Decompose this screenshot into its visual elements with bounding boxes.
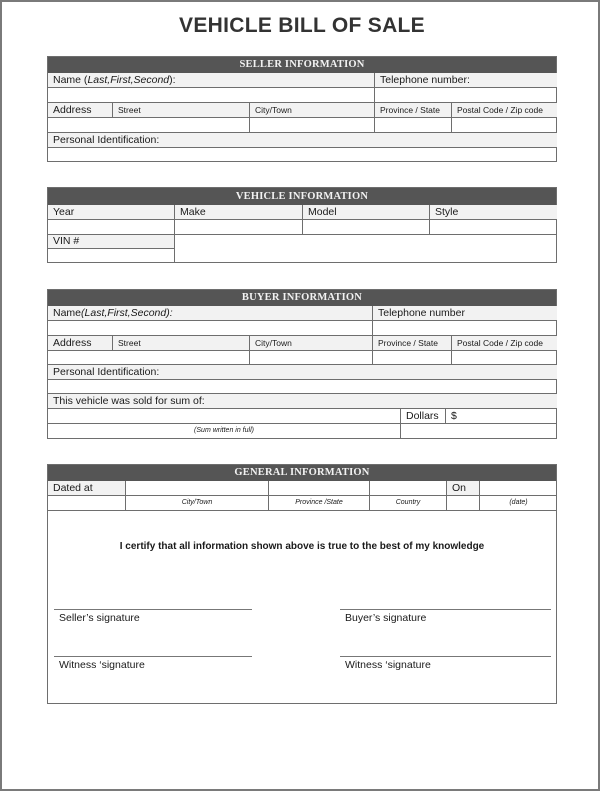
buyer-signature-line[interactable] bbox=[340, 609, 551, 610]
seller-name-label: Name (Last,First,Second): bbox=[48, 73, 375, 88]
general-on-sub-blank bbox=[447, 496, 480, 511]
vehicle-style-label: Style bbox=[430, 205, 557, 220]
certification-statement: I certify that all information shown above is true to the best of my knowledge bbox=[119, 541, 485, 552]
seller-province-field[interactable] bbox=[375, 118, 452, 133]
vehicle-year-label: Year bbox=[48, 205, 175, 220]
general-province-hint: Province /State bbox=[269, 496, 370, 511]
seller-province-label: Province / State bbox=[375, 103, 452, 118]
seller-postal-field[interactable] bbox=[452, 118, 557, 133]
witness2-signature-label: Witness ‘signature bbox=[345, 659, 431, 671]
general-header: GENERAL INFORMATION bbox=[48, 465, 556, 481]
buyer-section bbox=[47, 289, 557, 439]
general-date-field[interactable] bbox=[480, 481, 557, 496]
seller-header: SELLER INFORMATION bbox=[48, 57, 556, 73]
vehicle-make-label: Make bbox=[175, 205, 303, 220]
seller-name-field[interactable] bbox=[48, 88, 375, 103]
buyer-amount-blank bbox=[401, 424, 557, 439]
general-date-hint: (date) bbox=[480, 496, 557, 511]
vehicle-year-field[interactable] bbox=[48, 220, 175, 235]
buyer-name-field[interactable] bbox=[48, 321, 373, 336]
buyer-telephone-field[interactable] bbox=[373, 321, 557, 336]
page-title: VEHICLE BILL OF SALE bbox=[179, 14, 425, 37]
general-country-hint: Country bbox=[370, 496, 447, 511]
buyer-sum-written-field[interactable] bbox=[48, 409, 401, 424]
buyer-street-label: Street bbox=[113, 336, 250, 351]
witness1-signature-line[interactable] bbox=[54, 656, 252, 657]
buyer-street-field[interactable] bbox=[48, 351, 250, 365]
vehicle-make-field[interactable] bbox=[175, 220, 303, 235]
vehicle-style-field[interactable] bbox=[430, 220, 557, 235]
seller-personal-id-field[interactable] bbox=[48, 148, 557, 162]
buyer-sold-for-label: This vehicle was sold for sum of: bbox=[48, 394, 557, 409]
buyer-dollars-label: Dollars bbox=[401, 409, 446, 424]
seller-signature-line[interactable] bbox=[54, 609, 252, 610]
general-dated-sub-blank bbox=[48, 496, 126, 511]
buyer-header: BUYER INFORMATION bbox=[48, 290, 556, 306]
seller-section bbox=[47, 56, 557, 162]
buyer-postal-label: Postal Code / Zip code bbox=[452, 336, 557, 351]
vehicle-section bbox=[47, 187, 557, 263]
seller-signature-label: Seller’s signature bbox=[59, 612, 140, 624]
general-dated-at-label: Dated at bbox=[48, 481, 126, 496]
buyer-personal-id-field[interactable] bbox=[48, 380, 557, 394]
buyer-address-label: Address bbox=[48, 336, 113, 351]
buyer-amount-field[interactable] bbox=[446, 409, 557, 424]
buyer-city-label: City/Town bbox=[250, 336, 373, 351]
buyer-name-label: Name(Last,First,Second): bbox=[48, 306, 373, 321]
seller-street-field[interactable] bbox=[48, 118, 250, 133]
dollar-sign: $ bbox=[451, 410, 457, 422]
seller-city-field[interactable] bbox=[250, 118, 375, 133]
seller-city-label: City/Town bbox=[250, 103, 375, 118]
buyer-city-field[interactable] bbox=[250, 351, 373, 365]
buyer-signature-label: Buyer’s signature bbox=[345, 612, 427, 624]
buyer-postal-field[interactable] bbox=[452, 351, 557, 365]
vehicle-vin-label: VIN # bbox=[48, 235, 175, 249]
vehicle-blank-area bbox=[175, 235, 557, 263]
general-city-field[interactable] bbox=[126, 481, 269, 496]
general-section bbox=[47, 464, 557, 704]
general-on-label: On bbox=[447, 481, 480, 496]
general-province-field[interactable] bbox=[269, 481, 370, 496]
seller-postal-label: Postal Code / Zip code bbox=[452, 103, 557, 118]
vehicle-model-field[interactable] bbox=[303, 220, 430, 235]
witness1-signature-label: Witness ‘signature bbox=[59, 659, 145, 671]
buyer-province-label: Province / State bbox=[373, 336, 452, 351]
buyer-telephone-label: Telephone number bbox=[373, 306, 557, 321]
buyer-province-field[interactable] bbox=[373, 351, 452, 365]
general-city-hint: City/Town bbox=[126, 496, 269, 511]
seller-street-label: Street bbox=[113, 103, 250, 118]
vehicle-header: VEHICLE INFORMATION bbox=[48, 188, 556, 205]
vehicle-model-label: Model bbox=[303, 205, 430, 220]
seller-personal-id-label: Personal Identification: bbox=[48, 133, 557, 148]
general-country-field[interactable] bbox=[370, 481, 447, 496]
witness2-signature-line[interactable] bbox=[340, 656, 551, 657]
seller-address-label: Address bbox=[48, 103, 113, 118]
seller-telephone-field[interactable] bbox=[375, 88, 557, 103]
vehicle-vin-field[interactable] bbox=[48, 249, 175, 263]
buyer-sum-written-hint: (Sum written in full) bbox=[48, 424, 401, 439]
buyer-personal-id-label: Personal Identification: bbox=[48, 365, 557, 380]
seller-telephone-label: Telephone number: bbox=[375, 73, 557, 88]
